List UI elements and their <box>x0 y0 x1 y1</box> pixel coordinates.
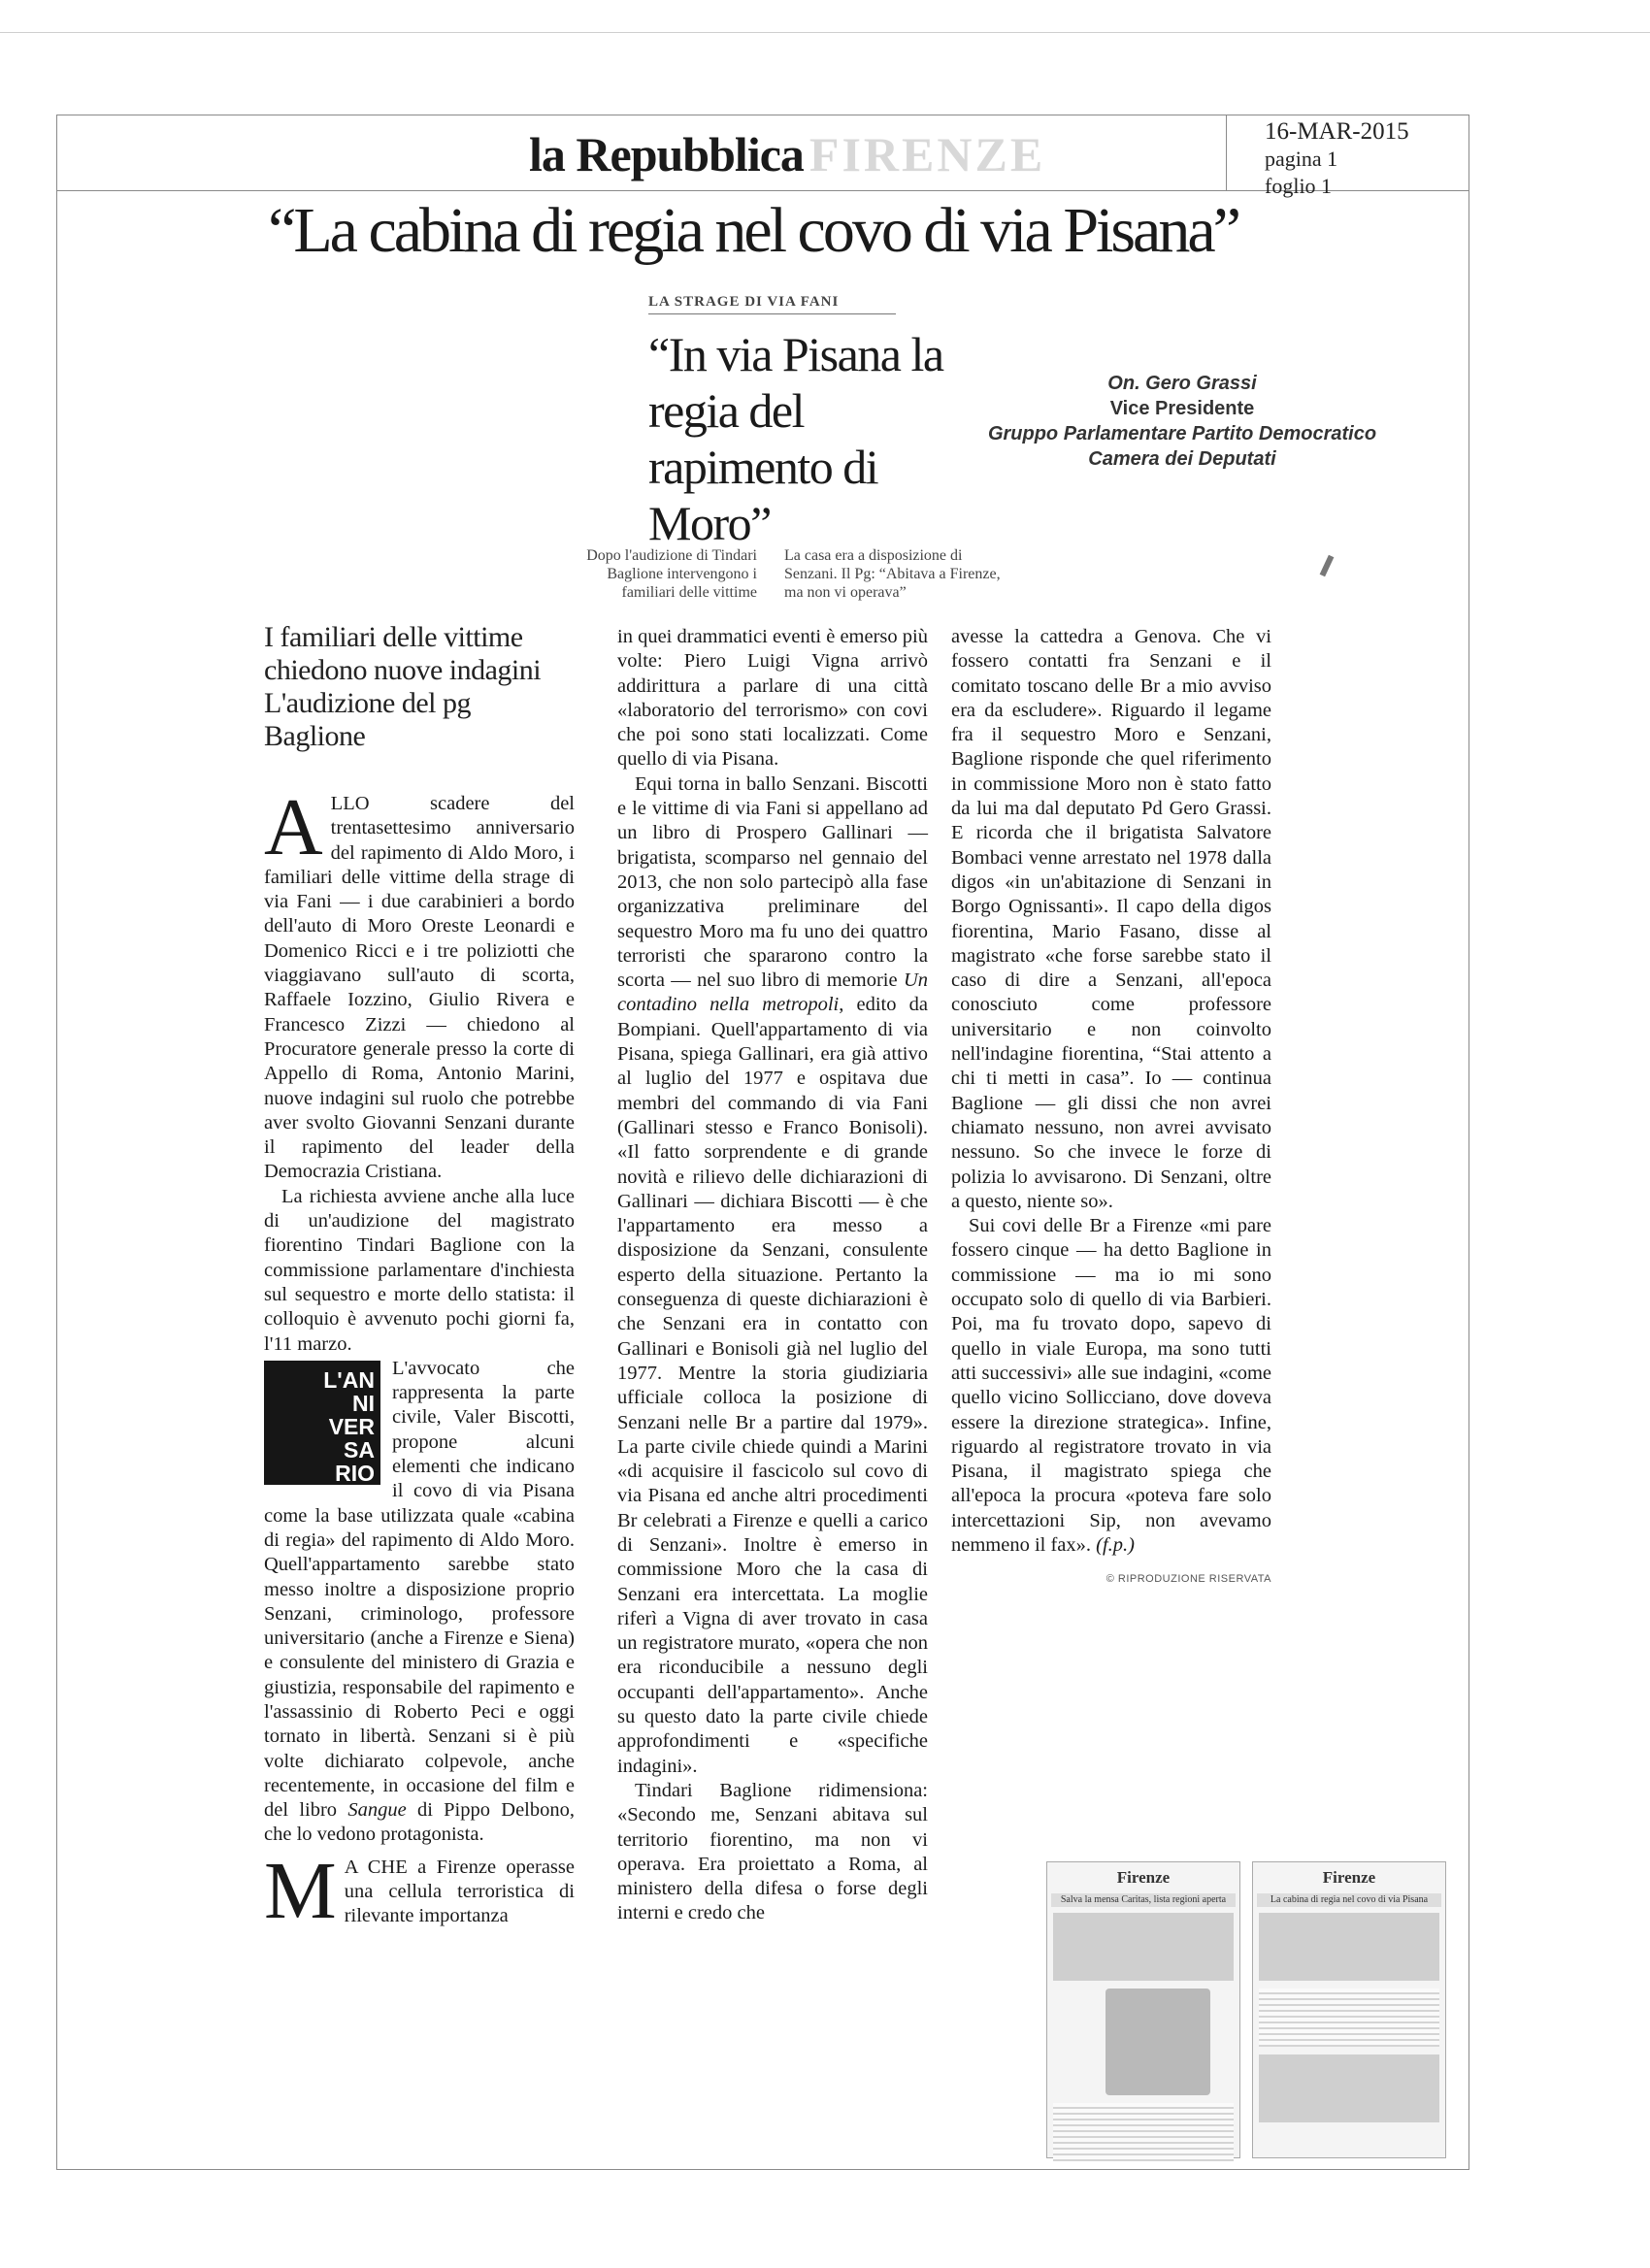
dateline-sheet: foglio 1 <box>1265 174 1333 198</box>
article-subtitle-right: La casa era a disposizione di Senzani. Il Pg: “Abitava a Firenze, ma non vi operava” <box>784 547 1001 601</box>
article-column-2 <box>617 625 928 1926</box>
book-title: Un contadino nella metropoli <box>617 970 928 1016</box>
thumbnail-text-lines <box>1053 2103 1234 2161</box>
paragraph: avesse la cattedra a Genova. Che vi fossero contatti fra Senzani e il comitato toscano delle Br a mio avviso era da escludere». Riguardo il legame fra il sequestro Moro e Senzani, Baglione risponde che quel riferimento in commissione Moro non è stato fatto da lui ma dal deputato Pd Gero Grassi. E ricorda che il brigatista Salvatore Bombaci venne arrestato nel 1978 dalla digos «in un'abitazione di Senzani in Borgo Ognissanti». Il capo della digos fiorentina, Mario Fasano, disse al magistrato «che forse sarebbe stato il caso di dire a Senzani, all'epoca conosciuto come professore universitario e non coinvolto nell'indagine fiorentina, “Stai attento a chi ti metti in casa”. Io — continua Baglione — gli dissi che non avrei chiamato nessuno, non avrei avvisato nessuno. So che invece le forze di polizia lo avvisarono. Di Senzani, oltre a questo, niente so». <box>951 626 1271 1212</box>
thumbnail-text-block <box>1053 1913 1234 1981</box>
header-vertical-divider <box>1226 115 1227 190</box>
thumbnail-photo <box>1106 1989 1210 2095</box>
thumbnail-text-lines <box>1259 1989 1439 2047</box>
scan-top-edge <box>0 32 1650 33</box>
page-thumbnail-article <box>1252 1861 1446 2158</box>
anniversary-line: RIO <box>335 1460 375 1486</box>
article-kicker: LA STRAGE DI VIA FANI <box>648 294 840 310</box>
thumbnail-headline: La cabina di regia nel covo di via Pisana <box>1257 1893 1441 1907</box>
drop-cap: A <box>264 782 323 872</box>
anniversary-box <box>264 1361 380 1485</box>
dateline <box>1265 118 1409 200</box>
thumbnail-title: Firenze <box>1116 1868 1171 1887</box>
article-column-1 <box>264 621 575 1936</box>
main-headline: “La cabina di regia nel covo di via Pisana” <box>268 195 1238 266</box>
paragraph-text: L'avvocato che rappresenta la parte civile, Valer Biscotti, propone alcuni elementi che indicano il covo di via Pisana come la base utilizzata quale «cabina di regia» del rapimento di Aldo Moro. Quell'appartamento sarebbe stato messo inoltre a disposizione proprio Senzani, criminologo, professore universitario (anche a Firenze e Siena) e consulente del ministero di Grazia e giustizia, responsabile del rapimento e l'assassinio di Roberto Peci e oggi tornato in libertà. Senzani si è più volte dichiarato colpevole, anche recentemente, in occasione del film e del libro <box>264 1357 575 1822</box>
deputy-stamp <box>940 371 1425 472</box>
dateline-date: 16-MAR-2015 <box>1265 118 1409 145</box>
article-column-3 <box>951 625 1271 1593</box>
paragraph-text: Equi torna in ballo Senzani. Biscotti e le vittime di via Fani si appellano ad un libro di Prospero Gallinari — brigatista, scomparso nel gennaio del 2013, che non solo partecipò alla fase organizzativa preliminare del sequestro Moro ma fu uno dei quattro terroristi che spararono contro la scorta — nel suo libro di memorie <box>617 772 928 992</box>
paragraph-text: a Firenze operasse una cellula terroristica di rilevante importanza <box>344 1856 575 1927</box>
page-thumbnail-front <box>1046 1861 1240 2158</box>
kicker-rule <box>648 313 896 314</box>
header-divider <box>56 190 1469 191</box>
masthead-paper: la Repubblica <box>529 127 804 181</box>
thumbnail-text-block <box>1259 1913 1439 1981</box>
anniversary-line: SA <box>344 1436 375 1463</box>
stamp-group: Gruppo Parlamentare Partito Democratico <box>987 423 1377 444</box>
paragraph <box>264 1845 575 1936</box>
anniversary-line: L'AN <box>323 1366 375 1393</box>
thumbnail-title: Firenze <box>1322 1868 1376 1887</box>
paragraph: in quei drammatici eventi è emerso più volte: Piero Luigi Vigna arrivò addirittura a parlare di una città «laboratorio del terrorismo» con covi che poi sono stati localizzati. Come quello di via Pisana. <box>617 626 928 771</box>
stamp-role: Vice Presidente <box>1109 398 1255 419</box>
anniversary-line: VER <box>328 1413 375 1439</box>
paragraph-text: di Pippo Delbono, che lo vedono protagonista. <box>264 1799 575 1846</box>
thumbnail-headline: Salva la mensa Caritas, lista regioni aperta <box>1051 1893 1236 1907</box>
paragraph-text: scadere del trentasettesimo anniversario del rapimento di Aldo Moro, i familiari delle vittime della strage di via Fani — i due carabinieri a bordo dell'auto di Moro Oreste Leonardi e Domenico Ricci e i tre poliziotti che viaggiavano sull'auto di scorta, Raffaele Iozzino, Giulio Rivera e Francesco Zizzi — chiedono al Procuratore generale presso la corte di Appello di Roma, Antonio Marini, nuove indagini sul ruolo che potrebbe aver svolto Giovanni Senzani durante il rapimento del leader della Democrazia Cristiana. <box>264 793 575 1183</box>
paragraph-text: , edito da Bompiani. Quell'appartamento di via Pisana, spiega Gallinari, era già attivo al luglio del 1977 e ospitava due membri del commando di via Fani (Gallinari stesso e Franco Bonisoli). «Il fatto sorprendente e di grande novità e rilievo delle dichiarazioni di Gallinari — dichiara Biscotti — è che l'appartamento era messo a disposizione da Senzani, consulente esperto della situazione. Pertanto la conseguenza di queste dichiarazioni è che Senzani era in contatto con Gallinari e Bonisoli già nel luglio del 1977. Mentre la storia giudiziaria ufficiale colloca la posizione di Senzani nelle Br a partire dal 1979». La parte civile chiede quindi a Marini «di acquisire il fascicolo sul covo di via Pisana ed anche altri procedimenti Br celebrati a Firenze e quelli a carico di Senzani». Inoltre è emerso in commissione Moro che la casa di Senzani era intercettata. La moglie riferì a Vigna di aver trovato in casa un registratore murato, «opera che non era riconducibile a nessuno degli occupanti dell'appartamento». Anche su questo dato la parte civile chiede approfondimenti e «specifiche indagini». <box>617 994 928 1777</box>
book-title: Sangue <box>347 1799 407 1822</box>
paragraph <box>617 772 928 1779</box>
stamp-chamber: Camera dei Deputati <box>1088 448 1276 470</box>
stamp-name: On. Gero Grassi <box>1107 373 1257 394</box>
dateline-page: pagina 1 <box>1265 147 1338 171</box>
paragraph <box>951 1214 1271 1558</box>
copyright-notice: © RIPRODUZIONE RISERVATA <box>1106 1573 1271 1586</box>
masthead <box>529 126 1045 182</box>
thumbnail-photo <box>1259 2054 1439 2122</box>
paragraph: Tindari Baglione ridimensiona: «Secondo me, Senzani abitava sul territorio fiorentino, ma non vi operava. Era proiettato a Roma, al ministero della difesa o forse degli interni e credo che <box>617 1779 928 1924</box>
lead-smallcaps: A CHE <box>344 1856 408 1878</box>
anniversary-line: NI <box>352 1390 375 1416</box>
paragraph: La richiesta avviene anche alla luce di un'audizione del magistrato fiorentino Tindari Baglione con la commissione parlamentare d'inchiesta sul sequestro e morte dello statista: il colloquio è avvenuto pochi giorni fa, l'11 marzo. <box>264 1185 575 1355</box>
lead-smallcaps: LLO <box>330 793 370 814</box>
author-signature: (f.p.) <box>1096 1533 1136 1556</box>
article-title: “In via Pisana la regia del rapimento di Moro” <box>648 327 943 550</box>
paragraph <box>264 782 575 1185</box>
drop-cap: M <box>264 1845 337 1936</box>
paragraph-text: Sui covi delle Br a Firenze «mi pare fossero cinque — ha detto Baglione in commissione — ma io mi sono occupato solo di quello di via Barbieri. Poi, ma fu trovato dopo, sapevo di quello in viale Europa, ma sono tutti atti successivi» alle sue indagini, «come quello vicino Sollicciano, dove doveva essere la direzione strategica». Infine, riguardo al registratore trovato in via Pisana, il magistrato spiega che all'epoca la procura «poteva fare solo intercettazioni Sip, non avevamo nemmeno il fax». <box>951 1215 1271 1556</box>
article-deck: I familiari delle vittime chiedono nuove indagini L'audizione del pg Baglione <box>264 621 542 752</box>
article-subtitle-left: Dopo l'audizione di Tindari Baglione intervengono i familiari delle vittime <box>586 547 757 601</box>
masthead-edition: FIRENZE <box>808 127 1046 181</box>
